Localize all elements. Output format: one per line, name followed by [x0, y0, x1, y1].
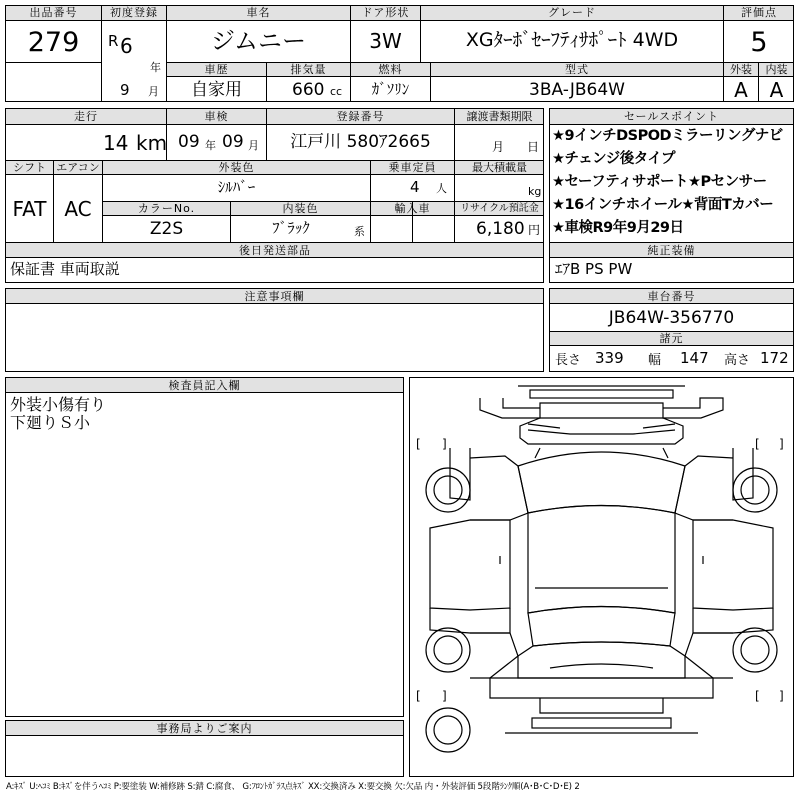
ac-label: エアコン	[56, 161, 100, 174]
car-name: ジムニー	[210, 27, 307, 55]
svg-text:[: [	[416, 689, 421, 703]
sales-point-2: ★チェンジ後タイプ	[552, 151, 675, 167]
svg-text:[: [	[755, 689, 760, 703]
displacement: 660	[292, 80, 325, 100]
height-label: 高さ	[724, 353, 751, 368]
length-label: 長さ	[555, 353, 582, 368]
recycle-unit: 円	[528, 223, 541, 237]
length: 339	[595, 349, 624, 367]
plate-label: 登録番号	[336, 110, 385, 123]
color-no-label: カラーNo.	[137, 202, 196, 215]
first-reg-month-unit: 月	[148, 85, 159, 98]
notes-label: 注意事項欄	[244, 290, 305, 303]
sales-point-3: ★セーフティサポート★Pセンサー	[552, 174, 767, 190]
recycle: 6,180	[476, 219, 525, 239]
import-label: 輸入車	[394, 202, 431, 215]
later-parts-label: 後日発送部品	[239, 244, 311, 257]
int-color-unit: 系	[354, 225, 365, 238]
history: 自家用	[191, 80, 242, 100]
svg-text:[: [	[755, 437, 760, 451]
displacement-label: 排気量	[290, 63, 327, 76]
chassis-number: JB64W-356770	[608, 308, 735, 328]
capacity-unit: 人	[436, 182, 447, 195]
sales-point-5: ★車検R9年9月29日	[552, 220, 684, 236]
plate: 江戸川 580ｱ2665	[290, 132, 431, 152]
front-fenders	[450, 448, 753, 520]
height: 172	[760, 349, 789, 367]
sales-point-4: ★16インチホイール★背面Tカバー	[552, 197, 774, 213]
svg-text:[: [	[416, 437, 421, 451]
first-reg-year: 6	[120, 34, 133, 58]
inspector-label: 検査員記入欄	[168, 379, 241, 392]
ac: AC	[64, 197, 92, 221]
door-type: 3W	[369, 29, 402, 53]
deadline-month-unit: 月	[492, 140, 505, 154]
grade-label: グレード	[548, 6, 596, 19]
inspection-month-unit: 月	[248, 139, 259, 152]
svg-text:]: ]	[442, 437, 447, 451]
mileage: 14	[103, 131, 129, 155]
chassis-label: 車台番号	[647, 290, 696, 303]
hood	[520, 418, 683, 444]
first-reg-era: R	[108, 32, 119, 50]
equipment-label: 純正装備	[647, 244, 696, 257]
max-load-unit: kg	[528, 185, 542, 198]
inspector-line-1: 外装小傷有り	[10, 395, 107, 414]
svg-text:]: ]	[779, 689, 784, 703]
width: 147	[680, 349, 709, 367]
inspection-label: 車検	[204, 110, 229, 123]
equipment: ｴｱB PS PW	[555, 260, 633, 278]
first-reg-year-unit: 年	[150, 61, 161, 74]
svg-text:]: ]	[442, 689, 447, 703]
first-reg-month: 9	[120, 81, 130, 99]
fuel: ｶﾞｿﾘﾝ	[371, 80, 410, 98]
doors	[430, 520, 773, 633]
windshield	[518, 448, 685, 513]
later-parts: 保証書 車両取説	[10, 260, 120, 278]
max-load-label: 最大積載量	[472, 161, 527, 174]
lot-label: 出品番号	[29, 6, 78, 19]
deadline-label: 譲渡書類期限	[466, 110, 533, 123]
model-code: 3BA-JB64W	[529, 80, 625, 100]
inspection-year: 09	[178, 132, 200, 152]
lot-number: 279	[27, 27, 80, 58]
door-label: ドア形状	[361, 6, 410, 19]
width-label: 幅	[648, 353, 662, 368]
mileage-label: 走行	[74, 110, 98, 123]
int-grade: A	[769, 78, 784, 102]
color-no: Z2S	[149, 219, 184, 239]
displacement-unit: cc	[330, 85, 343, 98]
model-code-label: 型式	[565, 63, 589, 76]
fuel-label: 燃料	[378, 63, 403, 76]
rear-bumper	[490, 678, 713, 733]
mileage-unit: km	[136, 131, 168, 155]
tailgate	[518, 607, 685, 679]
inspection-year-unit: 年	[205, 139, 216, 152]
svg-text:]: ]	[779, 437, 784, 451]
sales-points-label: セールスポイント	[623, 110, 719, 123]
inspector-line-2: 下廻りＳ小	[10, 413, 91, 432]
ext-color-label: 外装色	[218, 161, 255, 174]
shift-label: シフト	[13, 161, 46, 174]
sales-point-1: ★9インチDSPODミラーリングナビ	[552, 128, 783, 144]
front-bumper	[480, 386, 723, 418]
first-reg-label: 初度登録	[110, 6, 158, 19]
rear-fenders	[470, 633, 733, 678]
car-name-label: 車名	[246, 6, 271, 19]
ext-grade-label: 外装	[730, 63, 752, 76]
office-label: 事務局よりご案内	[156, 722, 253, 735]
shift: FAT	[12, 197, 47, 221]
recycle-label: リサイクル預託金	[460, 203, 539, 214]
ext-grade: A	[734, 78, 748, 102]
ext-color: ｼﾙﾊﾞｰ	[217, 178, 256, 196]
int-grade-label: 内装	[765, 63, 788, 76]
grade: XGﾀｰﾎﾞｾｰﾌﾃｨｻﾎﾟｰﾄ 4WD	[465, 29, 679, 51]
capacity-label: 乗車定員	[388, 161, 437, 174]
score-label: 評価点	[741, 6, 777, 19]
deadline-day-unit: 日	[527, 140, 540, 154]
capacity: 4	[410, 178, 420, 196]
dims-label: 諸元	[659, 332, 684, 345]
vehicle-diagram	[410, 378, 793, 776]
score: 5	[750, 27, 768, 58]
int-color: ﾌﾞﾗｯｸ	[272, 219, 310, 237]
damage-legend: A:ｷｽﾞ U:ﾍｺﾐ B:ｷｽﾞを伴うﾍｺﾐ P:要塗装 W:補修跡 S:錆 C:腐食、 G:ﾌﾛﾝﾄｶﾞﾗｽ点ｷｽﾞ XX:交換済み X:要交換 欠:欠品 内・外装評価 5段階ﾗﾝｸ順(A･B･C･D･E) 2	[6, 782, 580, 792]
roof	[528, 506, 675, 614]
history-label: 車歴	[204, 63, 229, 76]
inspection-month: 09	[222, 132, 244, 152]
int-color-label: 内装色	[282, 202, 319, 215]
